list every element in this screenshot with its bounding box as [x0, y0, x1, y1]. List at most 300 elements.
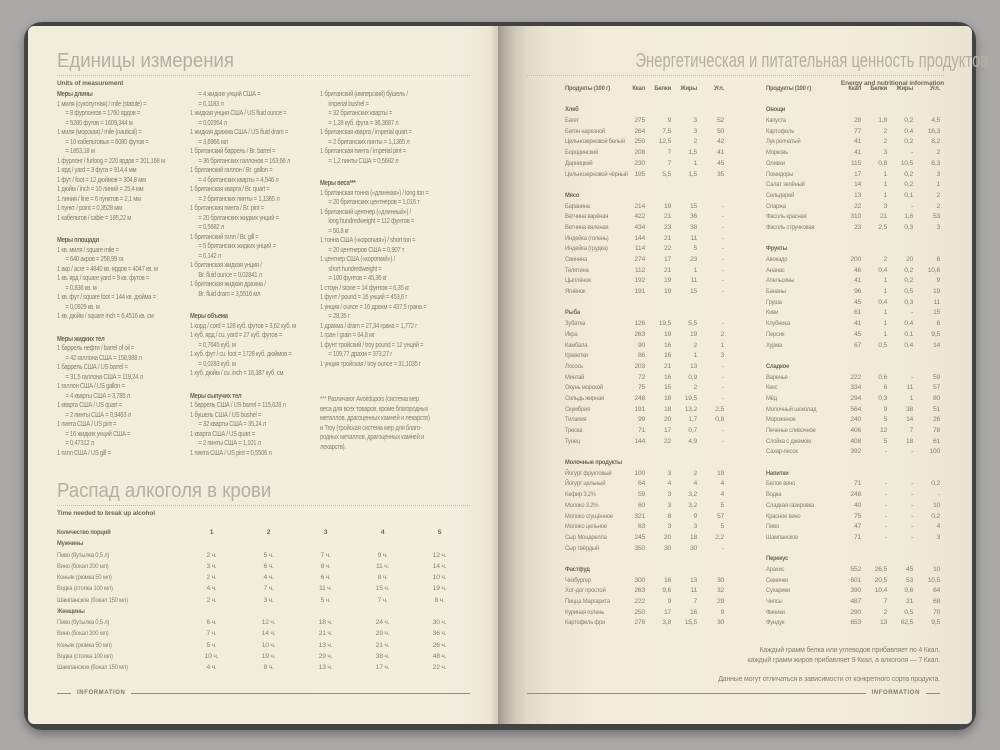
- food-value: 7: [693, 598, 697, 605]
- note-line: Каждый грамм белка или углеводов прибавляет по 4 Ккал,: [759, 647, 940, 654]
- food-value: 1,5: [688, 170, 697, 178]
- unit-line: 1 кабельтов / cable = 185,22 м: [57, 214, 132, 222]
- food-value: 10: [932, 501, 940, 509]
- alcohol-value: 4 ч.: [206, 585, 217, 593]
- alcohol-value: 13 ч.: [318, 641, 333, 649]
- unit-line: 1 куб. ярд / cu. yard = 27 куб. футов =: [190, 332, 282, 339]
- food-section-heading: Рыба: [565, 309, 580, 317]
- unit-line-continued: = 0,1183 л: [198, 100, 224, 108]
- food-value: 77: [853, 127, 861, 135]
- section-gap: [565, 447, 724, 458]
- food-value: 16,3: [927, 127, 940, 135]
- footnote-line: *** Различают Avoirdupois (система мер: [320, 396, 419, 403]
- unit-line-continued: Br. fluid ounce = 0,02841 л: [198, 271, 262, 279]
- alcohol-value: 4 ч.: [206, 664, 217, 671]
- food-value: 45: [853, 298, 861, 306]
- alcohol-row-label: Водка (стопка 100 мл): [57, 652, 113, 660]
- food-value: 96: [853, 288, 861, 296]
- food-value: 71: [853, 480, 861, 488]
- alcohol-value: 5 ч.: [320, 596, 331, 604]
- food-value: 16: [663, 576, 671, 584]
- unit-line: 1 бушель США / US bushel =: [190, 411, 262, 419]
- spacer: [190, 379, 333, 392]
- food-name: Хурма: [766, 341, 783, 349]
- food-value: 3: [667, 469, 671, 477]
- food-value: 15: [932, 309, 940, 317]
- food-value: 20: [905, 256, 913, 263]
- food-value: 1: [883, 181, 887, 189]
- alcohol-value: 7 ч.: [320, 551, 331, 559]
- food-value: 2: [936, 149, 940, 157]
- alcohol-value: 2 ч.: [206, 596, 217, 604]
- footer-rule-short: [926, 693, 940, 694]
- food-col-header-product: Продукты (100 г): [766, 85, 811, 92]
- food-value: 1: [883, 309, 887, 317]
- food-value: 3,8: [662, 619, 671, 627]
- food-value: 3: [693, 117, 697, 125]
- food-value: 1,7: [688, 416, 697, 424]
- food-name: Хот-дог простой: [565, 587, 606, 595]
- food-value: 7: [667, 149, 671, 157]
- food-value: 19: [663, 330, 671, 338]
- food-value: 274: [634, 256, 645, 263]
- unit-line-continued: = 0,5682 л: [198, 224, 225, 231]
- food-value: 4: [720, 480, 724, 488]
- food-value: 75: [637, 384, 645, 392]
- food-value: -: [721, 256, 724, 263]
- food-col-header: Угл.: [713, 85, 724, 92]
- alcohol-group-label: Мужчины: [57, 540, 84, 548]
- food-value: 28: [853, 117, 861, 125]
- unit-line: 1 гилл США / US gill =: [57, 449, 111, 457]
- food-value: 9,6: [904, 587, 913, 595]
- food-value: 1,8: [878, 117, 887, 125]
- unit-line: 1 кв. дюйм / square inch = 6,4516 кв. см: [57, 313, 154, 320]
- unit-line: 1 акр / acre = 4840 кв. ярдов = 4047 кв. м: [57, 265, 158, 273]
- food-value: 250: [634, 138, 645, 146]
- food-value: 1: [693, 159, 697, 167]
- unit-line-continued: = 2 пинты США = 0,9463 л: [65, 411, 131, 419]
- right-page-title: Энергетическая и питательная ценность продуктов: [635, 50, 989, 72]
- food-value: 0,4: [878, 266, 887, 274]
- food-value: 0,3: [878, 394, 887, 402]
- alcohol-value: 3 ч.: [206, 562, 217, 570]
- alcohol-col-header: Количество порций: [57, 529, 111, 536]
- food-value: 22: [663, 437, 671, 445]
- food-value: -: [721, 373, 724, 381]
- food-value: 45: [905, 565, 913, 573]
- food-value: 11: [906, 384, 913, 392]
- food-name: Кекс: [766, 384, 778, 392]
- food-value: 240: [850, 416, 861, 424]
- food-value: 264: [634, 127, 645, 135]
- alcohol-value: 10 ч.: [432, 574, 447, 581]
- food-value: 23: [689, 256, 697, 263]
- unit-line-continued: = 0,7645 куб. м: [198, 341, 236, 349]
- food-value: 15: [663, 384, 671, 392]
- food-value: 42: [716, 138, 724, 146]
- unit-line: 1 галлон США / US gallon =: [57, 383, 125, 390]
- alcohol-value: 36 ч.: [432, 630, 447, 638]
- alcohol-value: 8 ч.: [263, 664, 274, 671]
- unit-line: 1 британская пинта / Br. pint =: [190, 205, 264, 212]
- food-value: 1: [909, 394, 913, 402]
- food-value: 144: [634, 234, 645, 242]
- food-value: 8,2: [931, 138, 940, 146]
- spacer: [766, 95, 940, 106]
- unit-line-continued: = 8 фурлонгов = 1760 ярдов =: [65, 110, 141, 117]
- food-value: 7: [883, 598, 887, 605]
- unit-line-continued: = 5280 футов = 1609,344 м: [65, 119, 133, 127]
- unit-line: 1 стоун / stone = 14 фунтов = 6,35 кг: [320, 284, 410, 292]
- food-name: Фасоль стручковая: [766, 223, 815, 231]
- food-value: 5: [720, 523, 724, 531]
- food-name: Креветки: [565, 352, 588, 360]
- alcohol-value: 18 ч.: [318, 619, 333, 626]
- food-value: 53: [932, 213, 940, 221]
- food-value: 9: [936, 277, 940, 285]
- section-gap: [766, 351, 940, 362]
- food-value: -: [721, 277, 724, 285]
- unit-line: 1 британский центнер («длинный») /: [320, 208, 411, 216]
- food-value: 4: [936, 523, 940, 531]
- food-value: 1: [936, 181, 940, 189]
- food-value: 18: [689, 533, 697, 541]
- unit-line-continued: = 4 кварты США = 3,785 л: [65, 392, 130, 400]
- food-name: Финики: [766, 608, 785, 616]
- alcohol-subtitle: Time needed to break up alcohol: [57, 510, 155, 517]
- units-column-2: [190, 90, 333, 458]
- food-value: -: [721, 213, 724, 221]
- food-section-heading: Молочные продукты: [565, 459, 622, 467]
- alcohol-value: 7 ч.: [377, 596, 388, 604]
- section-gap: [766, 458, 940, 469]
- unit-line-continued: = 0,47312 л: [65, 440, 95, 447]
- food-value: -: [884, 448, 887, 456]
- food-value: 653: [850, 619, 861, 627]
- food-section-heading: Фрукты: [766, 245, 788, 253]
- footer-rule-long: [131, 693, 470, 694]
- food-value: 12: [879, 427, 887, 434]
- food-name: Телятина: [565, 266, 589, 274]
- food-value: 23: [663, 223, 671, 231]
- food-name: Груша: [766, 298, 782, 306]
- alcohol-value: 12 ч.: [432, 551, 447, 559]
- unit-line-continued: = 109,77 драхм = 373,27 г: [328, 351, 393, 358]
- food-name: Ветчина варёная: [565, 213, 609, 221]
- food-value: 13,2: [684, 405, 697, 413]
- food-col-header: Ккал: [848, 85, 861, 92]
- food-name: Помидоры: [766, 170, 794, 178]
- spacer: [320, 382, 488, 395]
- food-value: 222: [850, 373, 861, 381]
- unit-line: 1 корд / cord = 128 куб. футов = 3,62 куб. м: [190, 322, 296, 330]
- unit-line: 1 британская кварта / Br. quart =: [190, 186, 270, 193]
- food-name: Сельдь жирная: [565, 394, 605, 402]
- food-name: Молоко 3,2%: [565, 501, 599, 509]
- unit-line-continued: = 4 жидких унций США =: [198, 91, 261, 98]
- food-value: 2: [883, 608, 887, 616]
- food-value: -: [910, 523, 913, 531]
- alcohol-portion-header: 5: [437, 529, 442, 536]
- unit-line: 1 британский баррель / Br. barrel =: [190, 148, 276, 155]
- food-value: -: [910, 501, 913, 509]
- food-value: 86: [637, 352, 645, 360]
- food-value: 3: [883, 149, 887, 157]
- food-value: 1: [693, 352, 697, 360]
- left-footer: [57, 690, 470, 696]
- food-value: 51: [932, 405, 940, 413]
- food-name: Персик: [766, 330, 785, 338]
- food-value: 36: [689, 213, 697, 221]
- food-value: 29: [716, 598, 724, 605]
- food-value: 17: [663, 608, 671, 616]
- food-value: 0,1: [904, 330, 913, 338]
- food-value: 5: [883, 416, 887, 424]
- food-value: 3,2: [688, 491, 697, 499]
- note-line: Данные могут отличаться в зависимости от конкретного сорта продукта.: [718, 676, 940, 683]
- food-value: -: [721, 234, 724, 242]
- food-value: 214: [634, 202, 645, 210]
- unit-line: 1 центнер США («короткий») /: [320, 256, 395, 263]
- food-value: 26: [932, 416, 940, 424]
- food-name: Окунь морской: [565, 384, 603, 392]
- unit-line-continued: = 1853,18 м: [65, 148, 95, 155]
- unit-line-continued: = 16 жидких унций США =: [65, 430, 131, 438]
- food-value: 222: [634, 598, 645, 605]
- food-name: Слойка с джемом: [766, 437, 811, 445]
- food-value: -: [721, 320, 724, 328]
- food-value: 59: [932, 373, 940, 381]
- unit-line: 1 кварта США / US quart =: [190, 430, 255, 438]
- food-value: 13: [853, 191, 861, 199]
- food-name: Лосось: [565, 362, 584, 370]
- spacer: [57, 322, 200, 335]
- alcohol-value: 22 ч.: [432, 664, 447, 671]
- food-value: 0,4: [904, 127, 913, 135]
- food-value: 5,5: [688, 320, 697, 328]
- food-value: 0,9: [688, 373, 697, 381]
- food-value: 57: [932, 384, 940, 392]
- unit-line: 1 пинта США / US pint = 0,5506 л: [190, 449, 272, 457]
- food-value: 200: [850, 256, 861, 263]
- alcohol-value: 21 ч.: [318, 630, 333, 638]
- food-value: -: [910, 448, 913, 456]
- food-value: 45: [853, 330, 861, 338]
- food-col-header-product: Продукты (100 г): [565, 85, 610, 92]
- food-name: Треска: [565, 427, 583, 434]
- food-value: -: [937, 491, 940, 499]
- unit-line: 1 фут / foot = 12 дюймов = 304,8 мм: [57, 176, 146, 184]
- food-value: 19: [716, 469, 724, 477]
- right-footer-label: INFORMATION: [871, 690, 920, 696]
- food-name: Молоко сгущённое: [565, 512, 613, 520]
- alcohol-section: [57, 480, 470, 673]
- food-value: 30: [716, 576, 724, 584]
- food-value: 90: [637, 341, 645, 349]
- note-line: каждый грамм жиров прибавляет 9 Ккал, а алкоголя — 7 Ккал.: [747, 657, 940, 664]
- food-value: 0,2: [931, 480, 940, 488]
- food-name: Багет: [565, 117, 579, 125]
- food-value: 38: [905, 405, 913, 413]
- alcohol-value: 13 ч.: [318, 664, 333, 671]
- alcohol-value: 7 ч.: [206, 630, 217, 638]
- food-value: 406: [850, 427, 861, 434]
- food-value: 0,2: [904, 181, 913, 189]
- food-name: Индейка (грудка): [565, 245, 608, 253]
- food-value: 7: [909, 427, 913, 434]
- food-value: 2: [883, 127, 887, 135]
- food-value: 14: [905, 416, 913, 424]
- food-value: 263: [634, 330, 645, 338]
- food-value: 0,3: [904, 298, 913, 306]
- food-value: 11: [933, 298, 940, 306]
- unit-line-continued: = 42 галлона США = 158,988 л: [65, 354, 142, 362]
- unit-line: 1 фунт тройский / troy pound = 12 унций =: [320, 341, 424, 349]
- food-value: 22: [663, 245, 671, 253]
- food-value: 23: [853, 223, 861, 231]
- food-col-header: Жиры: [896, 85, 913, 92]
- food-value: 0,7: [688, 427, 697, 434]
- unit-line: 1 кварта США / US quart =: [57, 402, 122, 409]
- food-value: -: [721, 384, 724, 392]
- unit-line-continued: = 5 британских жидких унций =: [198, 243, 276, 250]
- food-value: 70: [932, 608, 940, 616]
- unit-line: 1 фунт / pound = 16 унций = 453,6 г: [320, 294, 408, 301]
- food-value: 1: [883, 191, 887, 199]
- food-col-header: Жиры: [680, 85, 697, 92]
- food-value: 0,2: [904, 170, 913, 178]
- food-value: 434: [634, 223, 645, 231]
- units-of-measurement: [57, 90, 470, 470]
- food-value: 7,5: [662, 127, 671, 135]
- food-value: 19: [663, 277, 671, 285]
- unit-line-continued: = 2 пинты США = 1,101 л: [198, 440, 261, 447]
- food-value: 2: [883, 138, 887, 146]
- alcohol-row-label: Вино (бокал 200 мл): [57, 630, 109, 638]
- food-value: 2: [693, 138, 697, 146]
- food-value: 10,4: [874, 587, 887, 595]
- alcohol-row-label: Водка (стопка 100 мл): [57, 585, 113, 593]
- food-value: 100: [929, 448, 940, 456]
- spacer: [190, 299, 333, 312]
- alcohol-value: 6 ч.: [263, 562, 274, 570]
- food-value: 0,8: [715, 416, 724, 424]
- unit-line: 1 кв. фут / square foot = 144 кв. дюйма =: [57, 294, 156, 301]
- food-name: Семечки: [766, 576, 788, 584]
- food-value: 2,2: [715, 533, 724, 541]
- unit-section-heading: Меры длины: [57, 91, 93, 98]
- food-name: Цельнозерновой чёрный: [565, 170, 628, 178]
- nutrition-table: [565, 84, 940, 629]
- food-value: 16: [663, 373, 671, 381]
- nutrition-table-left-group: [565, 84, 724, 629]
- food-value: 9: [693, 512, 697, 520]
- food-value: -: [910, 373, 913, 381]
- food-value: 22: [853, 202, 861, 210]
- food-value: 3: [936, 223, 940, 231]
- unit-line: 1 куб. фут / cu. foot = 1728 куб. дюймов =: [190, 351, 292, 358]
- alcohol-value: 48 ч.: [432, 652, 447, 660]
- alcohol-value: 17 ч.: [375, 664, 390, 671]
- food-section-heading: Мясо: [565, 191, 580, 199]
- food-name: Чипсы: [766, 598, 783, 605]
- alcohol-row-label: Шампанское (бокал 150 мл): [57, 596, 128, 604]
- food-value: 245: [634, 533, 645, 541]
- alcohol-value: 9 ч.: [377, 551, 388, 559]
- food-value: 9: [667, 598, 671, 605]
- food-name: Сахар-песок: [766, 448, 798, 456]
- food-value: 16: [689, 608, 697, 616]
- food-value: 53: [905, 576, 913, 584]
- food-value: 10,5: [927, 576, 940, 584]
- food-value: -: [884, 501, 887, 509]
- alcohol-value: 4 ч.: [263, 574, 274, 581]
- food-col-header: Ккал: [632, 85, 645, 92]
- food-value: 21: [663, 362, 671, 370]
- food-value: 1: [883, 170, 887, 178]
- food-value: 12,5: [658, 138, 671, 146]
- food-value: 2: [693, 341, 697, 349]
- unit-line-continued: = 0,0283 куб. м: [198, 360, 236, 368]
- unit-line-continued: = 20 британских центнеров = 1,016 т: [328, 199, 420, 206]
- food-name: Тунец: [565, 437, 580, 445]
- food-name: Камбала: [565, 341, 588, 349]
- food-value: 1,6: [904, 213, 913, 221]
- food-value: -: [721, 266, 724, 274]
- food-value: 0,2: [931, 512, 940, 520]
- food-value: 0,4: [904, 341, 913, 349]
- unit-line: 1 пункт / point = 0,3528 мм: [57, 205, 122, 212]
- unit-line: 1 баррель нефти / barrel of oil =: [57, 345, 135, 352]
- food-value: 0,2: [904, 277, 913, 285]
- footnote-line: родных металлов, драгоценных камней и: [320, 434, 425, 441]
- food-value: 17: [663, 256, 671, 263]
- food-value: 0,4: [878, 298, 887, 306]
- food-value: 20: [663, 533, 671, 541]
- food-value: 0,2: [904, 117, 913, 125]
- unit-line: 1 британский галлон / Br. gallon =: [190, 167, 273, 174]
- alcohol-value: 11 ч.: [318, 585, 333, 593]
- food-value: 18: [663, 394, 671, 402]
- food-value: 11: [690, 587, 697, 595]
- unit-line-continued: = 1,28 куб. фута = 36,3687 л: [328, 119, 399, 127]
- food-value: 47: [853, 523, 861, 531]
- unit-line: 1 баррель США / US barrel = 115,628 л: [190, 402, 286, 409]
- food-value: 80: [932, 394, 940, 402]
- food-name: Тилапия: [565, 416, 587, 424]
- unit-line-continued: = 3,6966 мл: [198, 138, 228, 146]
- food-value: 2: [936, 202, 940, 210]
- alcohol-value: 7 ч.: [263, 585, 274, 593]
- unit-line: 1 жидкая драхма США / US fluid dram =: [190, 129, 289, 136]
- food-value: 41: [853, 138, 861, 146]
- food-name: Морковь: [766, 149, 788, 157]
- alcohol-value: 5 ч.: [206, 641, 217, 649]
- alcohol-value: 38 ч.: [375, 652, 390, 660]
- food-name: Клубника: [766, 320, 790, 328]
- food-section-heading: Сладкое: [766, 362, 790, 370]
- food-value: 4: [693, 480, 697, 488]
- section-gap: [565, 180, 724, 191]
- food-name: Ягнёнок: [565, 288, 586, 296]
- food-value: -: [721, 437, 724, 445]
- alcohol-value: 24 ч.: [375, 619, 390, 626]
- unit-line: 1 унция / ounce = 16 драхм = 437,5 грана =: [320, 303, 427, 311]
- food-value: 71: [853, 533, 861, 541]
- alcohol-value: 19 ч.: [432, 585, 447, 593]
- unit-line: 1 британская жидкая драхма /: [190, 281, 266, 288]
